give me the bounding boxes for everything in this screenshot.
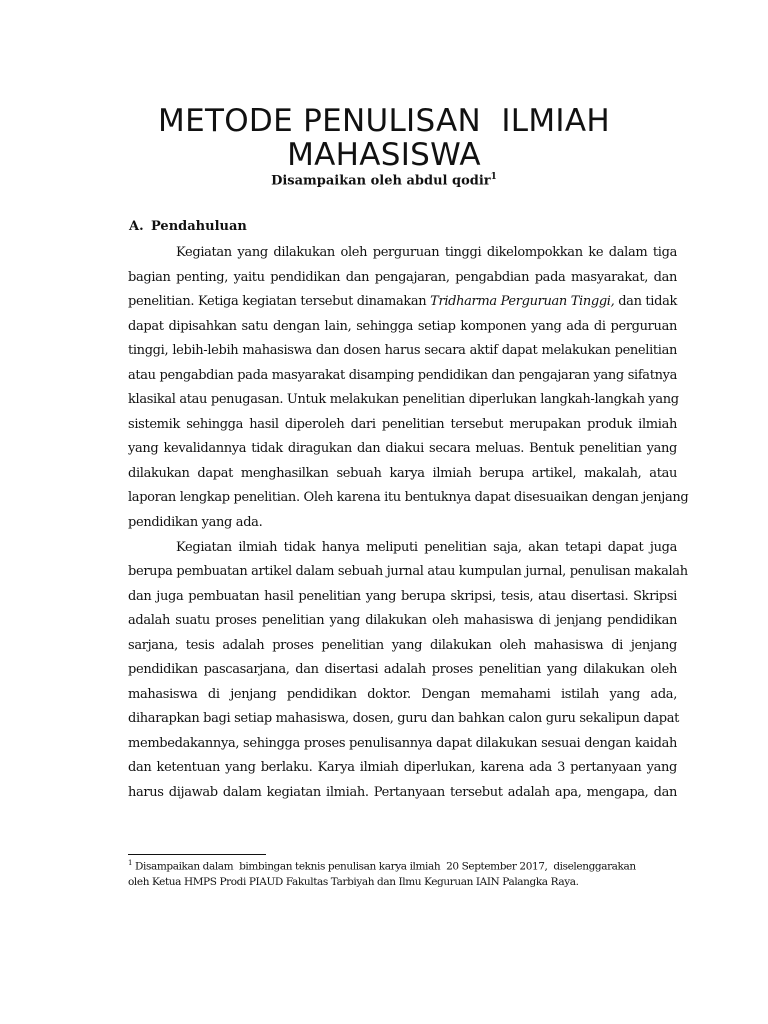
text-line: membedakannya, sehingga proses penulisannya dapat dilakukan sesuai dengan kaidah bbox=[128, 735, 677, 751]
text-line: Kegiatan ilmiah tidak hanya meliputi penelitian saja, akan tetapi dapat juga bbox=[176, 539, 677, 555]
footnote-ref: 1 bbox=[490, 172, 497, 182]
author-line bbox=[0, 172, 768, 188]
text-line: atau pengabdian pada masyarakat disamping pendidikan dan pengajaran yang sifatnya bbox=[128, 367, 677, 383]
text-line: pendidikan yang ada. bbox=[128, 515, 263, 531]
text-line: pendidikan pascasarjana, dan disertasi adalah proses penelitian yang dilakukan oleh bbox=[128, 662, 677, 678]
text-line: berupa pembuatan artikel dalam sebuah jurnal atau kumpulan jurnal, penulisan makalah bbox=[128, 564, 688, 580]
section-title: Pendahuluan bbox=[151, 219, 247, 234]
text-line: mahasiswa di jenjang pendidikan doktor. Dengan memahami istilah yang ada, bbox=[128, 686, 677, 702]
text-after: dan tidak bbox=[614, 294, 677, 310]
author-text: Disampaikan oleh abdul qodir bbox=[271, 173, 491, 189]
footnote bbox=[128, 856, 688, 890]
text-line bbox=[128, 290, 677, 315]
footnote-number: 1 bbox=[128, 859, 133, 867]
text-line: klasikal atau penugasan. Untuk melakukan penelitian diperlukan langkah-langkah yang bbox=[128, 392, 679, 408]
title-line-1: METODE PENULISAN ILMIAH bbox=[158, 103, 610, 139]
title-line-2: MAHASISWA bbox=[287, 137, 481, 173]
document-title bbox=[0, 104, 768, 172]
paragraph-1 bbox=[128, 241, 689, 536]
body-text bbox=[128, 241, 689, 806]
text-line: tinggi, lebih-lebih mahasiswa dan dosen harus secara aktif dapat melakukan penelitian bbox=[128, 343, 677, 359]
footnote-line-2: oleh Ketua HMPS Prodi PIAUD Fakultas Tarbiyah dan Ilmu Keguruan IAIN Palangka Raya. bbox=[128, 875, 579, 888]
footnote-separator bbox=[128, 854, 266, 855]
paragraph-2 bbox=[128, 536, 688, 806]
text-line: dan juga pembuatan hasil penelitian yang berupa skripsi, tesis, atau disertasi. Skripsi bbox=[128, 588, 677, 604]
footnote-line-1: Disampaikan dalam bimbingan teknis penulisan karya ilmiah 20 September 2017, diselenggarakan bbox=[132, 860, 636, 873]
text-line: dapat dipisahkan satu dengan lain, sehingga setiap komponen yang ada di perguruan bbox=[128, 318, 677, 334]
text-line: dan ketentuan yang berlaku. Karya ilmiah diperlukan, karena ada 3 pertanyaan yang bbox=[128, 760, 677, 776]
section-heading bbox=[129, 219, 247, 234]
text-line: bagian penting, yaitu pendidikan dan pengajaran, pengabdian pada masyarakat, dan bbox=[128, 269, 677, 285]
text-line: sarjana, tesis adalah proses penelitian yang dilakukan oleh mahasiswa di jenjang bbox=[128, 637, 677, 653]
text-line: Kegiatan yang dilakukan oleh perguruan tinggi dikelompokkan ke dalam tiga bbox=[176, 245, 677, 260]
text-line: harus dijawab dalam kegiatan ilmiah. Pertanyaan tersebut adalah apa, mengapa, dan bbox=[128, 785, 677, 801]
text-line: sistemik sehingga hasil diperoleh dari penelitian tersebut merupakan produk ilmiah bbox=[128, 416, 677, 432]
text-line: dilakukan dapat menghasilkan sebuah karya ilmiah berupa artikel, makalah, atau bbox=[128, 465, 677, 481]
text-line: adalah suatu proses penelitian yang dilakukan oleh mahasiswa di jenjang pendidikan bbox=[128, 613, 677, 629]
text-line: laporan lengkap penelitian. Oleh karena itu bentuknya dapat disesuaikan dengan jenjang bbox=[128, 490, 689, 506]
section-number: A. bbox=[129, 219, 144, 234]
text-line: diharapkan bagi setiap mahasiswa, dosen, guru dan bahkan calon guru sekalipun dapat bbox=[128, 711, 679, 727]
text-before: penelitian. Ketiga kegiatan tersebut dinamakan bbox=[128, 294, 431, 310]
text-italic: Tridharma Perguruan Tinggi, bbox=[430, 294, 615, 310]
text-line: yang kevalidannya tidak diragukan dan diakui secara meluas. Bentuk penelitian yang bbox=[128, 441, 677, 457]
